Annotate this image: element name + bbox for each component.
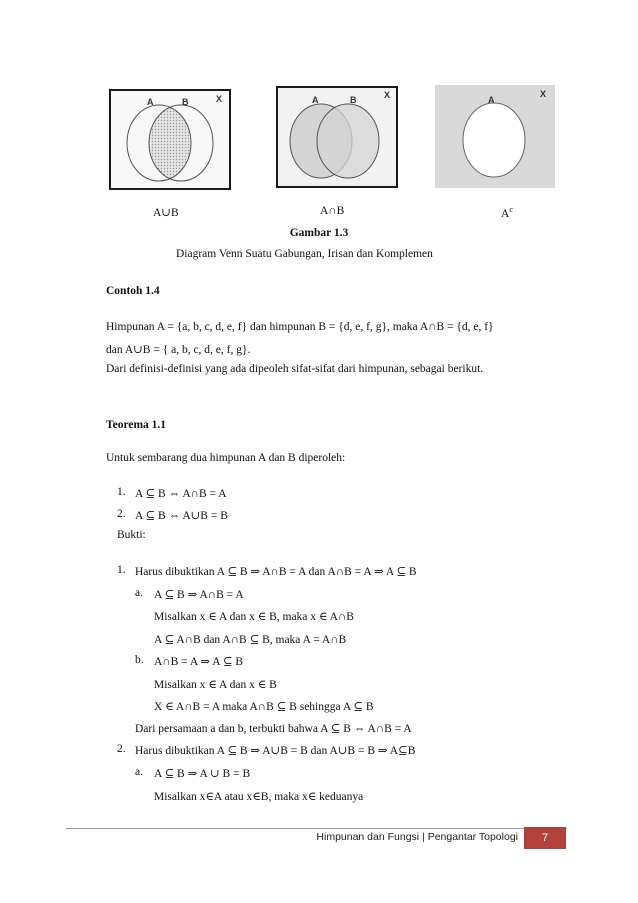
proof-1a: A ⊆ B ⇒ A∩B = A [154, 589, 244, 601]
theorem-item-1-num: 1. [117, 486, 126, 498]
venn-complement-diagram [435, 85, 555, 188]
proof-2: Harus dibuktikan A ⊆ B ⇒ A∪B = B dan A∪B = B ⇒ A⊆B [135, 745, 416, 757]
example-line-1: Himpunan A = {a, b, c, d, e, f} dan himpunan B = {d, e, f, g}, maka A∩B = {d, e, f} [106, 321, 494, 333]
proof-2-num: 2. [117, 743, 126, 755]
theorem-item-2: A ⊆ B ⇔ A∪B = B [135, 510, 228, 522]
figure-title: Gambar 1.3 [289, 227, 349, 239]
set-b-circle [317, 104, 379, 178]
union-caption: A∪B [153, 207, 179, 219]
set-a-circle [463, 103, 525, 177]
venn-union-diagram [109, 89, 231, 190]
universe-label: X [216, 94, 223, 104]
proof-1b: A∩B = A ⇒ A ⊆ B [154, 656, 244, 668]
proof-1b-label: b. [135, 654, 144, 666]
page-number: 7 [524, 827, 566, 849]
proof-1b-line-1: Misalkan x ∈ A dan x ∈ B [154, 679, 277, 691]
set-a-label: A [147, 97, 154, 107]
footer-text: Himpunan dan Fungsi | Pengantar Topologi [316, 831, 518, 843]
theorem-intro: Untuk sembarang dua himpunan A dan B diperoleh: [106, 452, 346, 464]
theorem-item-2-num: 2. [117, 508, 126, 520]
venn-intersection-diagram [276, 86, 398, 188]
complement-caption [501, 205, 513, 220]
intersection-caption: A∩B [320, 205, 345, 217]
figure-subtitle: Diagram Venn Suatu Gabungan, Irisan dan Komplemen [176, 248, 433, 260]
proof-1a-line-2: A ⊆ A∩B dan A∩B ⊆ B, maka A = A∩B [154, 634, 347, 646]
proof-1-num: 1. [117, 564, 126, 576]
proof-label: Bukti: [117, 529, 146, 541]
proof-2a: A ⊆ B ⇒ A ∪ B = B [154, 768, 251, 780]
example-line-2: dan A∪B = { a, b, c, d, e, f, g}. [106, 344, 251, 356]
theorem-heading: Teorema 1.1 [106, 419, 167, 431]
set-a-label: A [488, 95, 495, 105]
complement-caption-sup: c [509, 205, 513, 214]
set-b-label: B [350, 95, 357, 105]
theorem-item-1: A ⊆ B ⇔ A∩B = A [135, 488, 227, 500]
proof-2a-line-1: Misalkan x∈A atau x∈B, maka x∈ keduanya [154, 791, 364, 803]
complement-caption-base: A [501, 207, 510, 220]
set-a-label: A [312, 95, 319, 105]
example-line-3: Dari definisi-definisi yang ada dipeoleh sifat-sifat dari himpunan, sebagai berikut. [106, 363, 484, 375]
proof-1-conclusion: Dari persamaan a dan b, terbukti bahwa A ⊆ B ⇔ A∩B = A [135, 723, 412, 735]
example-heading: Contoh 1.4 [106, 285, 160, 297]
proof-1: Harus dibuktikan A ⊆ B ⇒ A∩B = A dan A∩B = A ⇒ A ⊆ B [135, 566, 417, 578]
universe-label: X [540, 89, 547, 99]
footer-rule [66, 828, 567, 829]
proof-1b-line-2: X ∈ A∩B = A maka A∩B ⊆ B sehingga A ⊆ B [154, 701, 374, 713]
proof-1a-label: a. [135, 587, 143, 599]
proof-1a-line-1: Misalkan x ∈ A dan x ∈ B, maka x ∈ A∩B [154, 611, 354, 623]
universe-label: X [384, 90, 391, 100]
proof-2a-label: a. [135, 766, 143, 778]
set-b-label: B [182, 97, 189, 107]
